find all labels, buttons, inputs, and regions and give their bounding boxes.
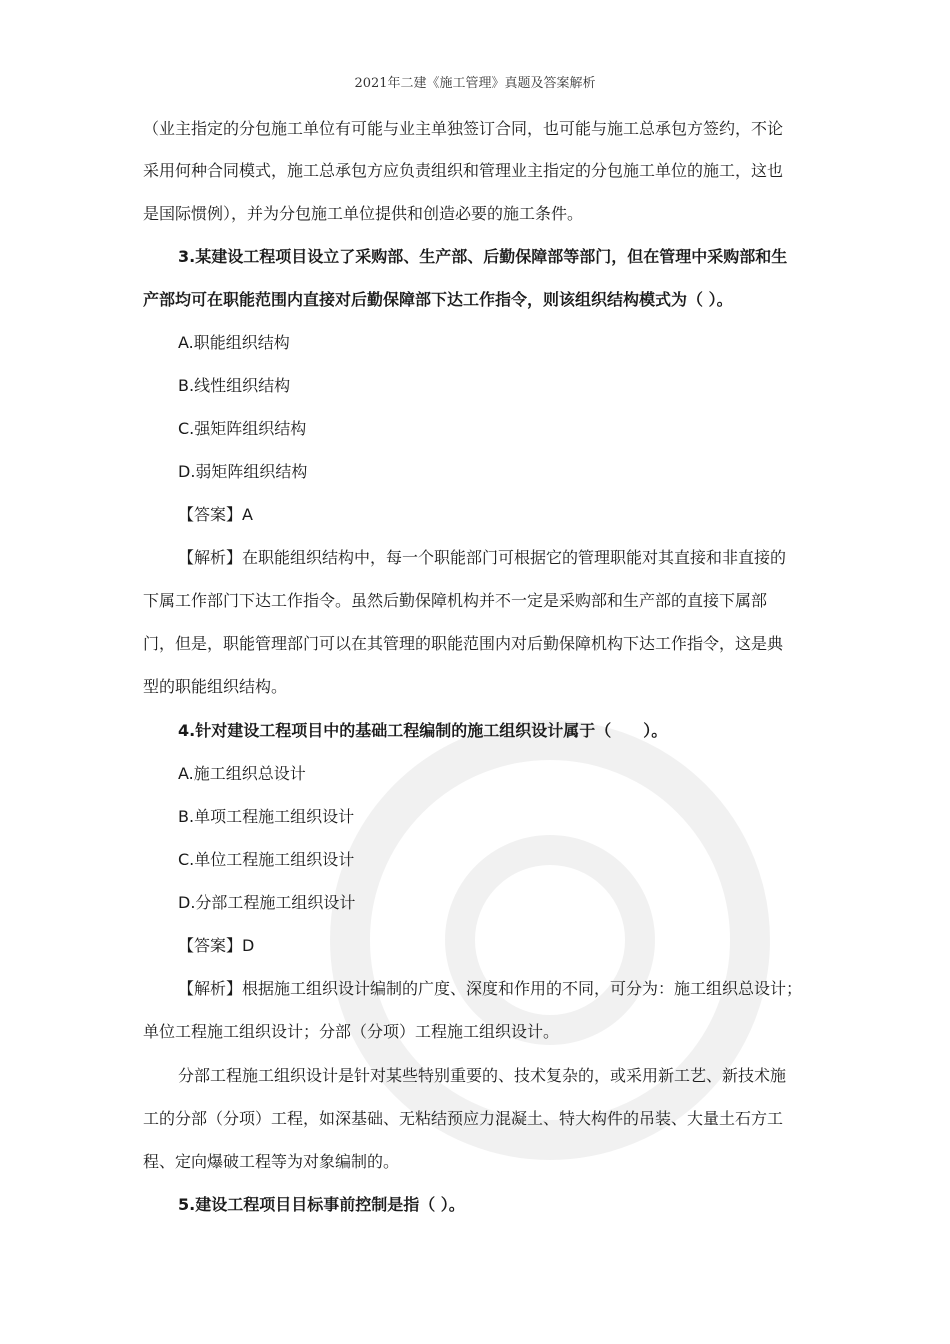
question-4-answer: 【答案】D — [178, 936, 255, 955]
paragraph-line: 是国际惯例），并为分包施工单位提供和创造必要的施工条件。 — [143, 204, 584, 223]
question-3-analysis: 【解析】在职能组织结构中，每一个职能部门可根据它的管理职能对其直接和非直接的 — [178, 548, 787, 567]
question-4-option-c: C.单位工程施工组织设计 — [178, 850, 355, 869]
question-3-option-d: D.弱矩阵组织结构 — [178, 462, 308, 481]
question-5-stem: 5.建设工程项目目标事前控制是指（ ）。 — [178, 1195, 465, 1214]
question-4-analysis: 程、定向爆破工程等为对象编制的。 — [143, 1152, 400, 1171]
question-3-analysis: 型的职能组织结构。 — [143, 677, 288, 696]
question-3-stem: 3.某建设工程项目设立了采购部、生产部、后勤保障部等部门，但在管理中采购部和生 — [178, 247, 788, 266]
paragraph-line: 采用何种合同模式，施工总承包方应负责组织和管理业主指定的分包施工单位的施工，这也 — [143, 161, 784, 180]
question-4-analysis: 单位工程施工组织设计；分部（分项）工程施工组织设计。 — [143, 1022, 560, 1041]
question-3-option-b: B.线性组织结构 — [178, 376, 291, 395]
question-3-analysis: 门，但是，职能管理部门可以在其管理的职能范围内对后勤保障机构下达工作指令，这是典 — [143, 634, 784, 653]
question-4-option-a: A.施工组织总设计 — [178, 764, 306, 783]
question-4-analysis: 分部工程施工组织设计是针对某些特别重要的、技术复杂的，或采用新工艺、新技术施 — [178, 1066, 787, 1085]
question-4-analysis: 工的分部（分项）工程，如深基础、无粘结预应力混凝土、特大构件的吊装、大量土石方工 — [143, 1109, 784, 1128]
question-3-option-a: A.职能组织结构 — [178, 333, 290, 352]
paragraph-line: （业主指定的分包施工单位有可能与业主单独签订合同，也可能与施工总承包方签约，不论 — [143, 119, 784, 138]
question-4-analysis: 【解析】根据施工组织设计编制的广度、深度和作用的不同，可分为：施工组织总设计； — [178, 979, 803, 998]
question-3-analysis: 下属工作部门下达工作指令。虽然后勤保障机构并不一定是采购部和生产部的直接下属部 — [143, 591, 768, 610]
question-3-option-c: C.强矩阵组织结构 — [178, 419, 307, 438]
question-4-option-d: D.分部工程施工组织设计 — [178, 893, 356, 912]
question-4-stem: 4.针对建设工程项目中的基础工程编制的施工组织设计属于（ ）。 — [178, 721, 668, 740]
question-4-option-b: B.单项工程施工组织设计 — [178, 807, 355, 826]
question-3-answer: 【答案】A — [178, 505, 253, 524]
page-header: 2021年二建《施工管理》真题及答案解析 — [354, 76, 596, 91]
question-3-stem: 产部均可在职能范围内直接对后勤保障部下达工作指令，则该组织结构模式为（ ）。 — [143, 290, 733, 309]
